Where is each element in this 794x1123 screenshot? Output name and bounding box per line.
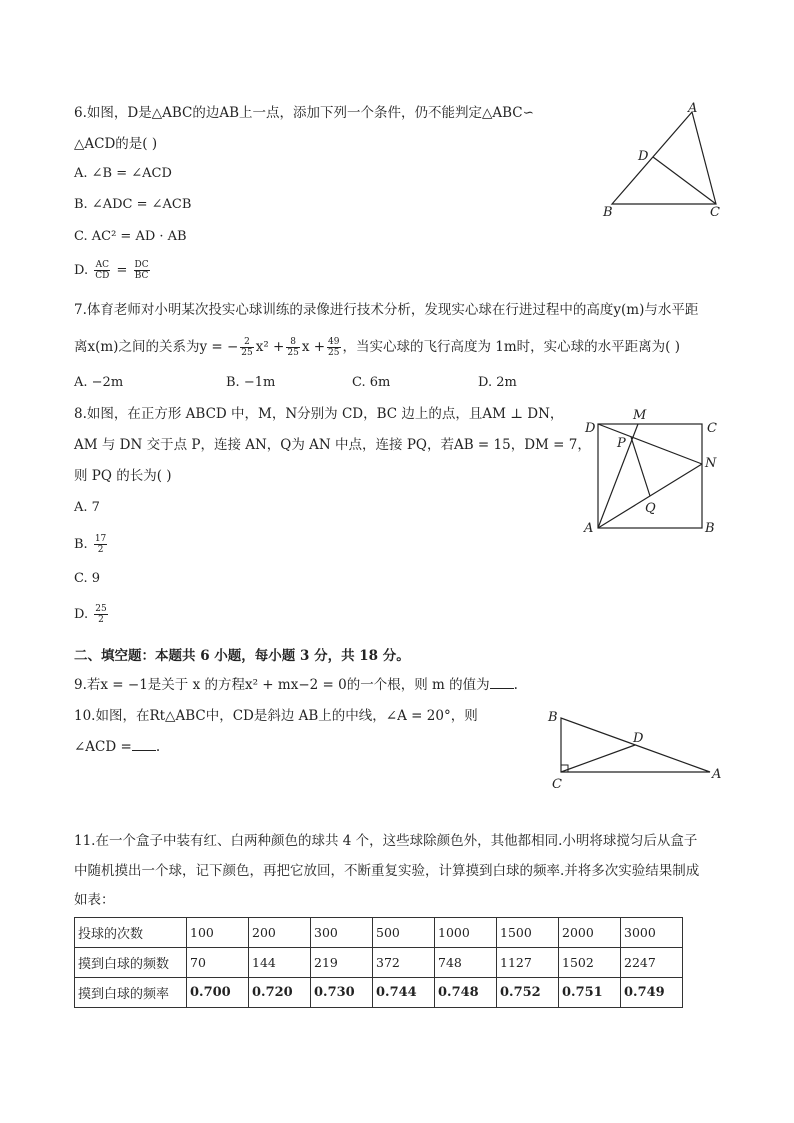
q8-line2: AM 与 DN 交于点 P，连接 AN，Q为 AN 中点，连接 PQ，若AB = 15，DM = 7，	[74, 437, 591, 453]
q8-option-d-frac	[94, 604, 107, 625]
q7-option-a: A. −2m	[74, 375, 124, 390]
q11-line3: 如表：	[74, 892, 115, 908]
q7-frac3-num: 49	[328, 337, 340, 347]
table-cell: 219	[311, 948, 373, 978]
q8-option-d-prefix: D.	[74, 607, 89, 622]
q9-text: 9.若x = −1是关于 x 的方程x² + mx−2 = 0的一个根，则 m 的值为	[74, 677, 490, 693]
table-cell: 0.720	[249, 978, 311, 1008]
q6-label-d: D	[638, 149, 649, 164]
section-fill-in-blank-heading: 二、填空题：本题共 6 小题，每小题 3 分，共 18 分。	[74, 648, 410, 664]
q8-line1: 8.如图，在正方形 ABCD 中，M，N分别为 CD，BC 边上的点，且AM ⊥ DN，	[74, 406, 564, 422]
q10-answer-blank[interactable]	[132, 736, 156, 751]
q6-label-a: A	[688, 101, 698, 116]
q10-segment-cd	[561, 745, 635, 772]
table-cell: 2000	[559, 918, 621, 948]
table-cell: 0.700	[187, 978, 249, 1008]
table-cell: 0.730	[311, 978, 373, 1008]
table-cell: 0.744	[373, 978, 435, 1008]
q7-frac2-num: 8	[286, 337, 299, 348]
q8-label-b: B	[705, 521, 715, 536]
q7-line2	[74, 337, 680, 358]
table-row-freqs	[75, 978, 683, 1008]
q8-option-d-num: 25	[95, 604, 107, 614]
q6-option-d-eq: =	[116, 263, 128, 278]
q8-label-d: D	[585, 421, 596, 436]
q8-label-a: A	[584, 521, 594, 536]
q7-frac1-num: 2	[240, 337, 253, 348]
q6-label-b: B	[603, 205, 613, 220]
q6-triangle-figure	[596, 100, 736, 225]
q8-option-d-den: 2	[98, 615, 104, 625]
q8-option-b-prefix: B.	[74, 537, 88, 552]
q7-line2-part-b: x² +	[255, 339, 285, 355]
table-cell: 1127	[497, 948, 559, 978]
q6-segment-dc	[653, 157, 716, 204]
q8-segment-pq	[631, 437, 650, 496]
q6-option-d	[74, 260, 152, 281]
q6-option-a: A. ∠B = ∠ACD	[74, 166, 172, 181]
q7-line2-part-d: ，当实心球的飞行高度为 1m时，实心球的水平距离为( )	[342, 339, 681, 355]
q7-option-d: D. 2m	[478, 375, 517, 390]
q7-option-c: C. 6m	[352, 375, 391, 390]
table-cell: 2247	[621, 948, 683, 978]
q8-label-c: C	[707, 421, 717, 436]
q7-option-b: B. −1m	[226, 375, 276, 390]
q8-square-figure	[578, 404, 728, 539]
table-row-counts	[75, 918, 683, 948]
q8-label-p: P	[617, 436, 626, 451]
table-cell: 200	[249, 918, 311, 948]
q11-line2: 中随机摸出一个球，记下颜色，再把它放回，不断重复实验，计算摸到白球的频率.并将多次实验结果制成	[74, 863, 700, 879]
table-header-whites: 摸到白球的频数	[75, 948, 187, 978]
table-row-whites	[75, 948, 683, 978]
q9-line	[74, 674, 518, 695]
q10-right-triangle-figure	[540, 704, 730, 794]
q8-segment-dn	[598, 424, 702, 464]
q7-line1: 7.体育老师对小明某次投实心球训练的录像进行技术分析，发现实心球在行进过程中的高度y(m)与水平距	[74, 302, 699, 318]
q7-frac3-den: 25	[328, 348, 340, 358]
q10-text: ∠ACD =	[74, 739, 132, 755]
table-cell: 0.752	[497, 978, 559, 1008]
table-cell: 1500	[497, 918, 559, 948]
q6-frac1-den: CD	[95, 271, 110, 281]
table-cell: 372	[373, 948, 435, 978]
q8-option-c: C. 9	[74, 571, 101, 586]
q7-line2-part-a: 离x(m)之间的关系为y = −	[74, 339, 239, 355]
q8-option-b-frac	[94, 534, 107, 555]
q10-label-b: B	[548, 710, 558, 725]
q8-line3: 则 PQ 的长为( )	[74, 468, 172, 484]
q10-text-end: .	[155, 739, 161, 755]
table-header-counts: 投球的次数	[75, 918, 187, 948]
q7-frac3	[327, 337, 340, 358]
q9-text-end: .	[513, 677, 518, 693]
table-header-freqs: 摸到白球的频率	[75, 978, 187, 1008]
table-cell: 500	[373, 918, 435, 948]
q6-frac2-num: DC	[134, 260, 149, 270]
q7-frac2	[286, 337, 299, 358]
table-cell: 3000	[621, 918, 683, 948]
q6-frac2-den: BC	[134, 271, 149, 281]
q8-option-b-num: 17	[94, 534, 107, 544]
table-cell: 1000	[435, 918, 497, 948]
q7-frac1	[240, 337, 253, 358]
q10-line2	[74, 736, 160, 757]
table-cell: 70	[187, 948, 249, 978]
q6-frac1-num: AC	[95, 260, 109, 270]
table-cell: 100	[187, 918, 249, 948]
q6-option-d-frac2	[134, 260, 150, 281]
q6-option-c: C. AC² = AD · AB	[74, 229, 187, 244]
table-cell: 0.749	[621, 978, 683, 1008]
q6-line1: 6.如图，D是△ABC的边AB上一点，添加下列一个条件，仍不能判定△ABC∽	[74, 105, 534, 121]
q8-label-n: N	[705, 456, 717, 471]
q8-option-b	[74, 534, 109, 555]
q6-label-c: C	[710, 205, 720, 220]
q11-line1: 11.在一个盒子中装有红、白两种颜色的球共 4 个，这些球除颜色外，其他都相同.小明将球搅匀后从盒子	[74, 833, 698, 849]
table-cell: 1502	[559, 948, 621, 978]
table-cell: 748	[435, 948, 497, 978]
table-cell: 0.748	[435, 978, 497, 1008]
q9-answer-blank[interactable]	[490, 674, 514, 689]
q10-label-d: D	[633, 731, 644, 746]
table-cell: 144	[249, 948, 311, 978]
q11-frequency-table	[74, 917, 683, 1008]
q8-option-a: A. 7	[74, 500, 100, 515]
q7-line2-part-c: x +	[301, 339, 326, 355]
q10-label-c: C	[552, 777, 562, 792]
q6-triangle-abc	[612, 112, 716, 204]
q8-label-m: M	[633, 408, 647, 423]
q7-frac2-den: 25	[287, 348, 299, 358]
table-cell: 0.751	[559, 978, 621, 1008]
q6-option-b: B. ∠ADC = ∠ACB	[74, 197, 192, 212]
q8-label-q: Q	[645, 501, 656, 516]
q8-option-b-den: 2	[97, 545, 104, 555]
q6-line2: △ACD的是( )	[74, 136, 158, 152]
q6-option-d-frac1	[94, 260, 110, 281]
q10-label-a: A	[712, 767, 722, 782]
table-cell: 300	[311, 918, 373, 948]
q10-line1: 10.如图，在Rt△ABC中，CD是斜边 AB上的中线，∠A = 20°，则	[74, 708, 478, 724]
q6-option-d-prefix: D.	[74, 263, 89, 278]
q8-option-d	[74, 604, 110, 625]
q7-frac1-den: 25	[241, 348, 253, 358]
